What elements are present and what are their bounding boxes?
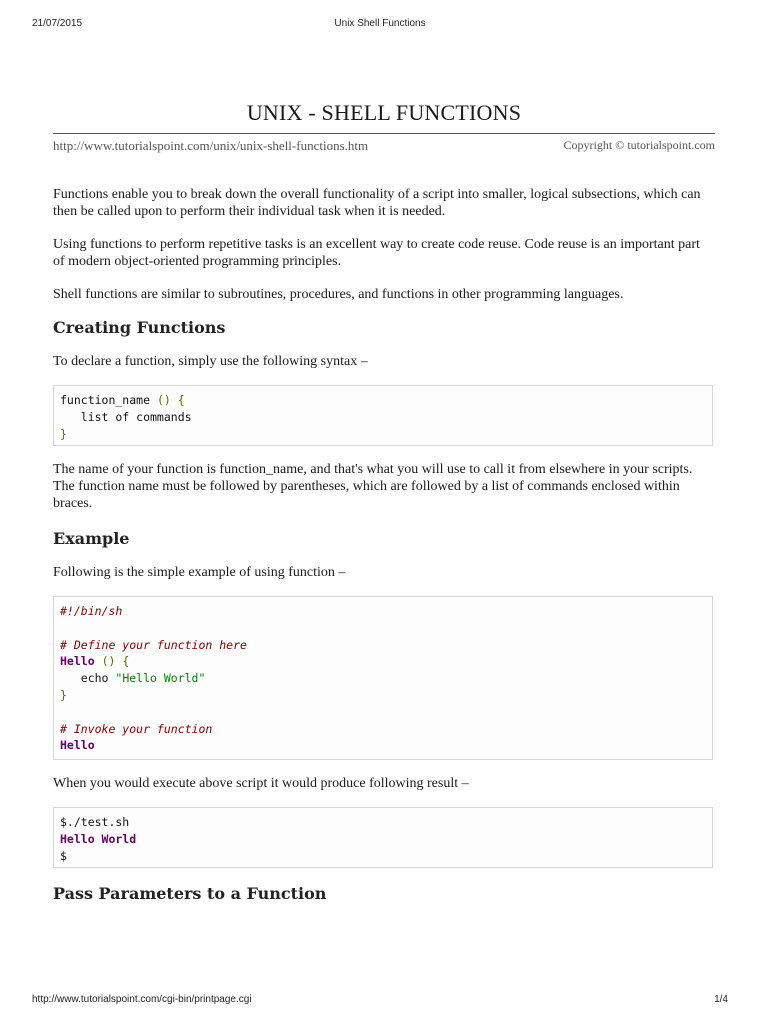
code-line — [60, 637, 712, 654]
function-name-explanation: The name of your function is function_name, and that's what you will use to call it from elsewhere in your scripts. The function name must be followed by parentheses, which are followed by a list of commands enclosed within braces. — [53, 462, 693, 511]
code-line — [60, 848, 712, 865]
code-line — [60, 409, 712, 426]
code-line — [60, 737, 712, 754]
page-title: UNIX - SHELL FUNCTIONS — [246, 100, 522, 125]
code-line — [60, 721, 712, 738]
source-meta — [53, 138, 715, 154]
code-token-punc: () { — [156, 393, 185, 407]
creating-functions-lead: To declare a function, simply use the following syntax – — [53, 354, 368, 369]
code-token-plain: function_name — [60, 393, 157, 407]
print-footer — [32, 994, 728, 1008]
code-token-plain: echo — [60, 671, 116, 686]
example-code-block — [53, 596, 713, 760]
code-token-shebang: #!/bin/sh — [60, 604, 123, 618]
title-divider — [53, 133, 715, 134]
print-date: 21/07/2015 — [32, 18, 83, 29]
creating-functions-heading: Creating Functions — [53, 318, 226, 337]
code-token-punc: } — [60, 687, 67, 702]
intro-paragraph-3: Shell functions are similar to subroutines, procedures, and functions in other programming languages. — [53, 287, 624, 302]
copyright-notice: Copyright © tutorialspoint.com — [563, 138, 715, 152]
code-token-func: Hello — [60, 654, 95, 669]
code-line — [60, 620, 712, 637]
code-token-comment: # Invoke your function — [60, 721, 213, 736]
syntax-code-block — [53, 385, 713, 446]
code-token-plain — [95, 654, 102, 668]
pass-parameters-heading: Pass Parameters to a Function — [53, 884, 327, 903]
intro-paragraph-2: Using functions to perform repetitive tasks is an excellent way to create code reuse. Code reuse is an important part of modern object-oriented programming principles. — [53, 237, 700, 269]
code-line — [60, 426, 712, 443]
source-url-link[interactable]: http://www.tutorialspoint.com/unix/unix-shell-functions.htm — [53, 138, 369, 153]
print-doc-title: Unix Shell Functions — [334, 18, 426, 29]
code-token-plain: $./test.sh — [60, 815, 130, 829]
result-lead: When you would execute above script it would produce following result – — [53, 776, 469, 791]
code-line — [60, 603, 712, 620]
result-code-block — [53, 807, 713, 868]
code-token-comment: # Define your function here — [60, 637, 247, 652]
code-token-string: "Hello World" — [115, 671, 206, 686]
print-header — [32, 18, 728, 32]
code-token-output: Hello World — [60, 831, 137, 846]
code-line — [60, 670, 712, 687]
example-heading: Example — [53, 529, 130, 548]
code-line — [60, 831, 712, 848]
code-token-func: Hello — [60, 738, 95, 753]
code-line — [60, 392, 712, 409]
code-token-plain: list of commands — [60, 409, 192, 424]
page-number: 1/4 — [714, 994, 728, 1005]
code-token-punc: () { — [101, 654, 130, 669]
code-line — [60, 687, 712, 704]
print-footer-url: http://www.tutorialspoint.com/cgi-bin/printpage.cgi — [32, 994, 252, 1005]
code-token-plain: $ — [60, 848, 67, 863]
code-line — [60, 814, 712, 831]
intro-paragraph-1: Functions enable you to break down the overall functionality of a script into smaller, logical subsections, which can then be called upon to perform their individual task when it is needed. — [53, 187, 701, 219]
example-lead: Following is the simple example of using function – — [53, 565, 346, 580]
code-token-punc: } — [60, 426, 67, 441]
code-line — [60, 704, 712, 721]
code-line — [60, 653, 712, 670]
